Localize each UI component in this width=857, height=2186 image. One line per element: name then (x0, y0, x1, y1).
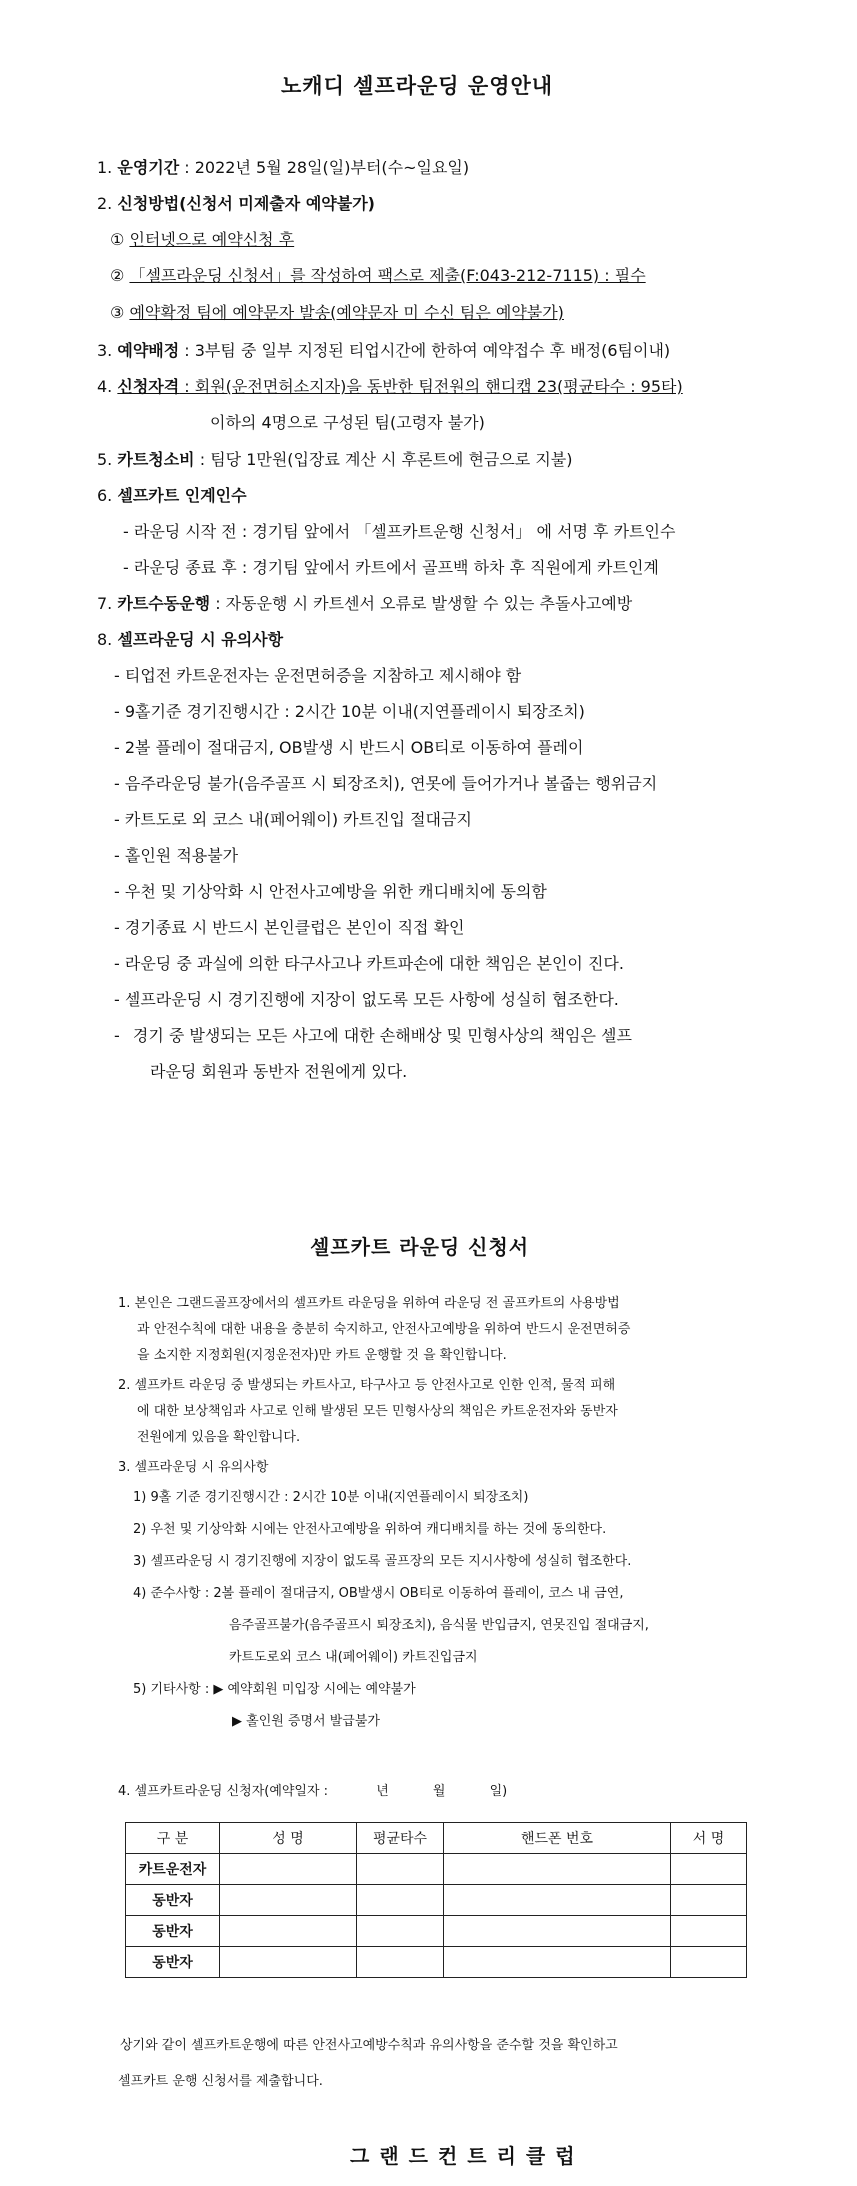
signature-cell[interactable] (671, 1885, 747, 1916)
table-header: 성 명 (220, 1823, 357, 1854)
form-title: 셀프카트 라운딩 신청서 (310, 1235, 530, 1259)
table-header: 구 분 (126, 1823, 220, 1854)
signature-cell[interactable] (671, 1947, 747, 1978)
table-header-row (126, 1823, 747, 1854)
average-score-cell[interactable] (357, 1885, 444, 1916)
notice-item-6: 6. 셀프카트 인계인수 (97, 486, 247, 505)
signature-cell[interactable] (671, 1854, 747, 1885)
notice-item-3: 3. 예약배정 : 3부팀 중 일부 지정된 티업시간에 한하여 예약접수 후 배정(6팀이내) (97, 341, 671, 360)
average-score-cell[interactable] (357, 1854, 444, 1885)
caution-item: - 9홀기준 경기진행시간 : 2시간 10분 이내(지연플레이시 퇴장조치) (114, 702, 585, 721)
name-cell[interactable] (220, 1947, 357, 1978)
form-paragraph-2: 2. 셀프카트 라운딩 중 발생되는 카트사고, 타구사고 등 안전사고로 인한 인적, 물적 피해 (118, 1378, 616, 1393)
notice-item-8: 8. 셀프라운딩 시 유의사항 (97, 630, 284, 649)
table-row (126, 1854, 747, 1885)
name-cell[interactable] (220, 1885, 357, 1916)
table-row (126, 1916, 747, 1947)
applicant-table (125, 1822, 747, 1978)
phone-cell[interactable] (444, 1885, 671, 1916)
form-paragraph-3-item: 4) 준수사항 : 2볼 플레이 절대금지, OB발생시 OB티로 이동하여 플레이, 코스 내 금연, (133, 1586, 624, 1601)
form-paragraph-3-title: 3. 셀프라운딩 시 유의사항 (118, 1460, 269, 1475)
form-paragraph-3-item: 3) 셀프라운딩 시 경기진행에 지장이 없도록 골프장의 모든 지시사항에 성실히 협조한다. (133, 1554, 632, 1569)
caution-item: - 카트도로 외 코스 내(페어웨이) 카트진입 절대금지 (114, 810, 472, 829)
row-label: 동반자 (126, 1916, 220, 1947)
caution-item: - 티업전 카트운전자는 운전면허증을 지참하고 제시해야 함 (114, 666, 522, 685)
phone-cell[interactable] (444, 1947, 671, 1978)
phone-cell[interactable] (444, 1854, 671, 1885)
average-score-cell[interactable] (357, 1947, 444, 1978)
table-header: 평균타수 (357, 1823, 444, 1854)
caution-item-cont: 라운딩 회원과 동반자 전원에게 있다. (150, 1062, 408, 1081)
notice-item-5: 5. 카트청소비 : 팀당 1만원(입장료 계산 시 후론트에 현금으로 지불) (97, 450, 573, 469)
form-paragraph-1: 1. 본인은 그랜드골프장에서의 셀프카트 라운딩을 위하여 라운딩 전 골프카트의 사용방법 (118, 1296, 620, 1311)
caution-item: - 경기종료 시 반드시 본인클럽은 본인이 직접 확인 (114, 918, 465, 937)
notice-dash-2: - 라운딩 종료 후 : 경기팀 앞에서 카트에서 골프백 하차 후 직원에게 카트인계 (123, 558, 659, 577)
notice-subitem-2: ② 「셀프라운딩 신청서」를 작성하여 팩스로 제출(F:043-212-7115) : 필수 (110, 266, 646, 285)
form-paragraph-1: 과 안전수칙에 대한 내용을 충분히 숙지하고, 안전사고예방을 위하여 반드시 운전면허증 (137, 1322, 631, 1337)
form-paragraph-2: 전원에게 있음을 확인합니다. (137, 1430, 301, 1445)
form-paragraph-3-item: 5) 기타사항 : ▶ 예약회원 미입장 시에는 예약불가 (133, 1682, 416, 1697)
notice-title: 노캐디 셀프라운딩 운영안내 (281, 74, 554, 98)
table-row (126, 1947, 747, 1978)
form-paragraph-3-item: 음주골프불가(음주골프시 퇴장조치), 음식물 반입금지, 연못진입 절대금지, (229, 1618, 649, 1633)
confirm-text: 셀프카트 운행 신청서를 제출합니다. (118, 2074, 323, 2089)
club-name: 그랜드컨트리클럽 (350, 2144, 585, 2168)
form-paragraph-3-item: 1) 9홀 기준 경기진행시간 : 2시간 10분 이내(지연플레이시 퇴장조치) (133, 1490, 529, 1505)
form-paragraph-3-item: 카트도로외 코스 내(페어웨이) 카트진입금지 (229, 1650, 478, 1665)
caution-item: - 경기 중 발생되는 모든 사고에 대한 손해배상 및 민형사상의 책임은 셀프 (114, 1026, 632, 1045)
row-label: 동반자 (126, 1885, 220, 1916)
notice-item-4: 4. 신청자격 : 회원(운전면허소지자)을 동반한 팀전원의 핸디캡 23(평균타수 : 95타) (97, 377, 683, 396)
notice-item-1: 1. 운영기간 : 2022년 5월 28일(일)부터(수~일요일) (97, 158, 470, 177)
notice-item-7: 7. 카트수동운행 : 자동운행 시 카트센서 오류로 발생할 수 있는 추돌사고예방 (97, 594, 633, 613)
table-header: 서 명 (671, 1823, 747, 1854)
signature-cell[interactable] (671, 1916, 747, 1947)
caution-item: - 2볼 플레이 절대금지, OB발생 시 반드시 OB티로 이동하여 플레이 (114, 738, 584, 757)
caution-item: - 우천 및 기상악화 시 안전사고예방을 위한 캐디배치에 동의함 (114, 882, 547, 901)
caution-item: - 셀프라운딩 시 경기진행에 지장이 없도록 모든 사항에 성실히 협조한다. (114, 990, 619, 1009)
applicant-date-line: 4. 셀프카트라운딩 신청자(예약일자 : 년 월 일) (118, 1784, 508, 1799)
caution-item: - 홀인원 적용불가 (114, 846, 239, 865)
notice-dash-1: - 라운딩 시작 전 : 경기팀 앞에서 「셀프카트운행 신청서」 에 서명 후 카트인수 (123, 522, 676, 541)
notice-subitem-3: ③ 예약확정 팀에 예약문자 발송(예약문자 미 수신 팀은 예약불가) (110, 303, 564, 322)
table-row (126, 1885, 747, 1916)
notice-item-4-cont: 이하의 4명으로 구성된 팀(고령자 불가) (210, 413, 485, 432)
phone-cell[interactable] (444, 1916, 671, 1947)
caution-item: - 라운딩 중 과실에 의한 타구사고나 카트파손에 대한 책임은 본인이 진다. (114, 954, 624, 973)
row-label: 카트운전자 (126, 1854, 220, 1885)
name-cell[interactable] (220, 1854, 357, 1885)
form-paragraph-3-item: 2) 우천 및 기상악화 시에는 안전사고예방을 위하여 캐디배치를 하는 것에 동의한다. (133, 1522, 607, 1537)
caution-item: - 음주라운딩 불가(음주골프 시 퇴장조치), 연못에 들어가거나 볼줍는 행위금지 (114, 774, 658, 793)
row-label: 동반자 (126, 1947, 220, 1978)
form-paragraph-2: 에 대한 보상책임과 사고로 인해 발생된 모든 민형사상의 책임은 카트운전자와 동반자 (137, 1404, 618, 1419)
notice-item-2: 2. 신청방법(신청서 미제출자 예약불가) (97, 194, 375, 213)
table-header: 핸드폰 번호 (444, 1823, 671, 1854)
name-cell[interactable] (220, 1916, 357, 1947)
confirm-text: 상기와 같이 셀프카트운행에 따른 안전사고예방수칙과 유의사항을 준수할 것을 확인하고 (120, 2038, 618, 2053)
form-paragraph-3-item: ▶ 홀인원 증명서 발급불가 (232, 1714, 380, 1729)
average-score-cell[interactable] (357, 1916, 444, 1947)
notice-subitem-1: ① 인터넷으로 예약신청 후 (110, 230, 295, 249)
form-paragraph-1: 을 소지한 지정회원(지정운전자)만 카트 운행할 것 을 확인합니다. (137, 1348, 507, 1363)
